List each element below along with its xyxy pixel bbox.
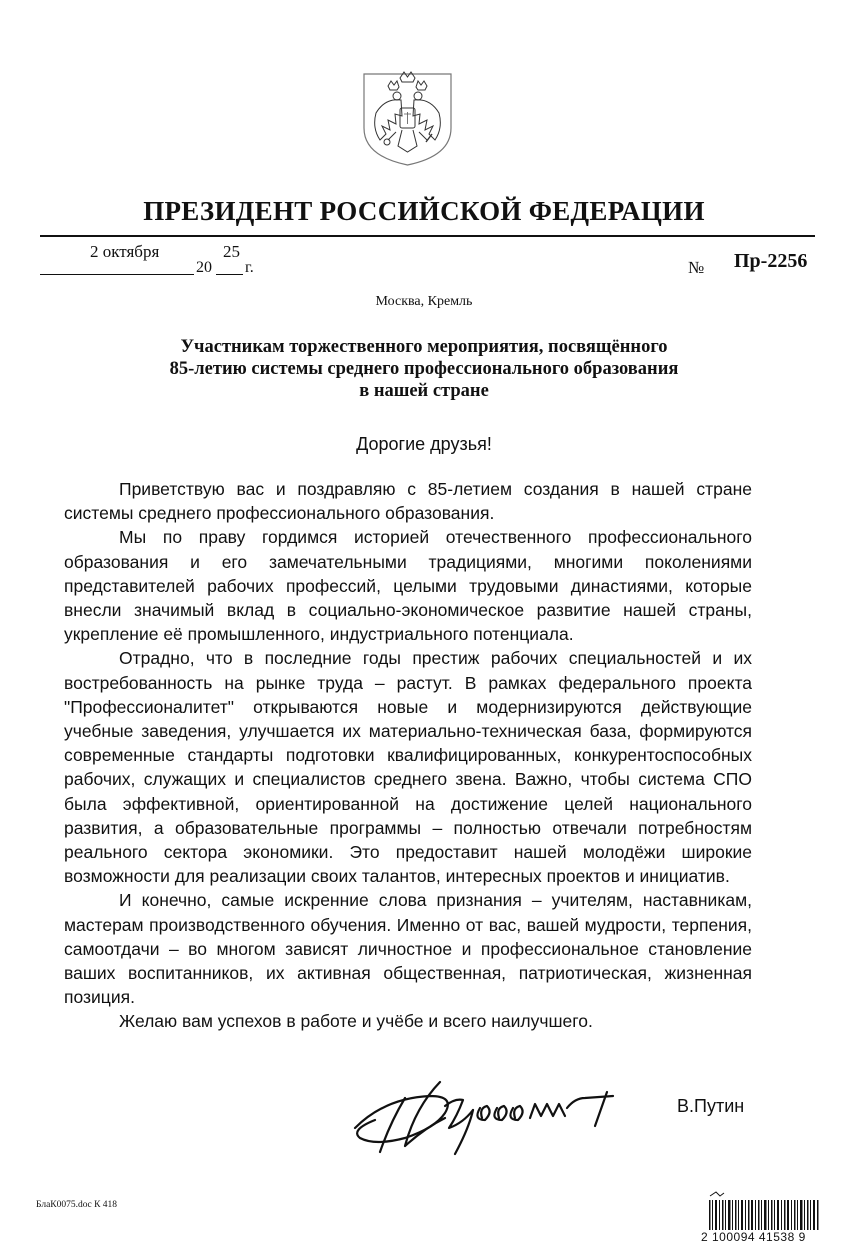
- paragraph: Желаю вам успехов в работе и учёбе и всего наилучшего.: [119, 1011, 593, 1032]
- document-number: Пр-2256: [734, 250, 808, 272]
- header-divider: [40, 235, 815, 237]
- date-year: 25: [223, 242, 240, 261]
- subject-line: в нашей стране: [359, 381, 489, 401]
- handwritten-signature: [345, 1068, 645, 1163]
- place-of-issue: Москва, Кремль: [375, 294, 473, 309]
- barcode-number: 2 100094 41538 9: [701, 1230, 806, 1244]
- page-title: ПРЕЗИДЕНТ РОССИЙСКОЙ ФЕДЕРАЦИИ: [143, 196, 705, 226]
- signer-name: В.Путин: [677, 1096, 745, 1116]
- date-suffix: г.: [245, 259, 254, 276]
- date-day-month: 2 октября: [90, 242, 160, 261]
- date-century: 20: [196, 259, 212, 276]
- paragraph: И конечно, самые искренние слова признания – учителям, наставникам, мастерам производственного обучения. Именно от вас, вашей мудрости, терпения, самоотдачи – во многом зависят личностное и профессиональное становление ваших воспитанников, их активная общественная, патриотическая, жизненная позиция.: [64, 890, 752, 1008]
- letter-body: [64, 477, 752, 1034]
- date-underline: [40, 274, 194, 275]
- paragraph: Приветствую вас и поздравляю с 85-летием создания в нашей стране системы среднего профессионального образования.: [64, 479, 752, 524]
- paragraph: Отрадно, что в последние годы престиж рабочих специальностей и их востребованность на рынке труда – растут. В рамках федерального проекта "Профессионалитет" открываются новые и модернизируются действующие учебные заведения, улучшается их материально-техническая база, формируются современные стандарты подготовки квалифицированных, конкурентоспособных рабочих, служащих и специалистов среднего звена. Важно, чтобы система СПО была эффективной, ориентированной на достижение целей национального развития, а образовательные программы – полностью отвечали потребностям реального сектора экономики. Это предоставит нашей молодёжи широкие возможности для реализации своих талантов, интересных проектов и инициатив.: [64, 648, 752, 887]
- coat-of-arms-icon: [360, 68, 455, 168]
- document-code: БлаК0075.doc К 418: [36, 1200, 118, 1210]
- greeting: Дорогие друзья!: [356, 434, 492, 454]
- subject-line: Участникам торжественного мероприятия, посвящённого: [180, 337, 668, 357]
- paragraph: Мы по праву гордимся историей отечественного профессионального образования и его замечательными традициями, многими поколениями представителей рабочих профессий, целыми трудовыми династиями, которые внесли значимый вклад в социально-экономическое развитие нашей страны, укрепление её промышленного, индустриального потенциала.: [64, 527, 752, 645]
- letter-subject: [90, 336, 758, 402]
- number-sign: №: [688, 258, 705, 277]
- date-year-underline: [216, 274, 243, 275]
- barcode: [708, 1190, 820, 1230]
- subject-line: 85-летию системы среднего профессионального образования: [169, 359, 679, 379]
